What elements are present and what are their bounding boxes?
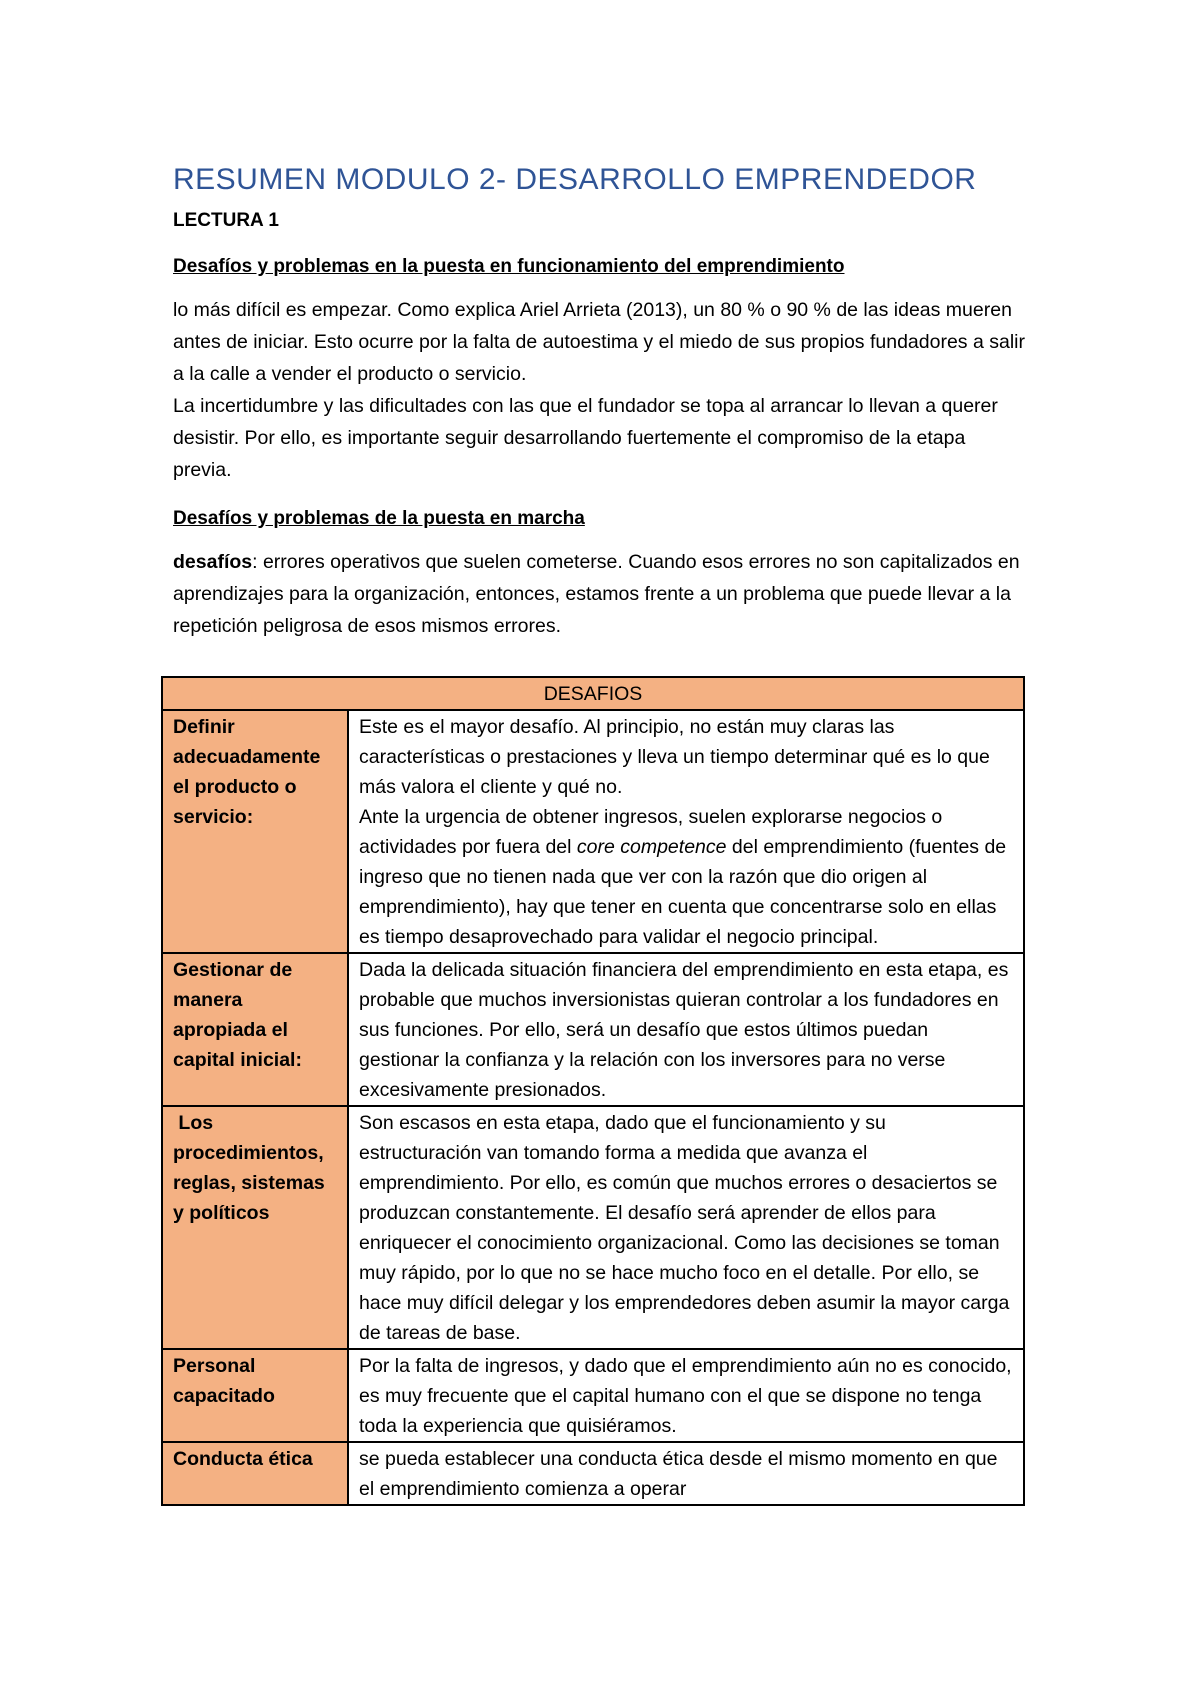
row-text [348, 710, 1024, 953]
section1-paragraph-1: lo más difícil es empezar. Como explica Ariel Arrieta (2013), un 80 % o 90 % de las ideas mueren antes de iniciar. Esto ocurre por la falta de autoestima y el miedo de sus propios fundadores a salir a la calle a vender el producto o servicio. [173, 299, 1025, 385]
table-row [162, 1106, 1024, 1349]
desafios-table [161, 676, 1025, 1506]
table-row [162, 1349, 1024, 1442]
section2-body [173, 546, 1025, 642]
document-page [173, 160, 1025, 642]
row-label: Gestionar de manera apropiada el capital inicial: [162, 953, 348, 1106]
row-text: Dada la delicada situación financiera del emprendimiento en esta etapa, es probable que muchos inversionistas quieran controlar a los fundadores en sus funciones. Por ello, será un desafío que estos últimos puedan gestionar la confianza y la relación con los inversores para no verse excesivamente presionados. [348, 953, 1024, 1106]
table-row [162, 710, 1024, 953]
row-text-span: Ante la urgencia de obtener ingresos, suelen explorarse negocios o actividades por fuera del [359, 806, 943, 858]
core-competence-term: core competence [576, 836, 727, 858]
section2-paragraph [173, 546, 1025, 642]
section1-body [173, 294, 1025, 486]
row-text-span: del emprendimiento (fuentes de ingreso que no tienen nada que ver con la razón que dio origen al emprendimiento), hay que tener en cuenta que concentrarse solo en ellas es tiempo desaprovechado para validar el negocio principal. [359, 836, 1007, 948]
row-label: Conducta ética [162, 1442, 348, 1505]
row-label: Personal capacitado [162, 1349, 348, 1442]
row-text-part: Este es el mayor desafío. Al principio, no están muy claras las características o prestaciones y lleva un tiempo determinar qué es lo que más valora el cliente y qué no. [359, 716, 990, 798]
document-title: RESUMEN MODULO 2- DESARROLLO EMPRENDEDOR [173, 163, 977, 196]
table-row [162, 1442, 1024, 1505]
row-label: Los procedimientos, reglas, sistemas y políticos [162, 1106, 348, 1349]
section2-text: : errores operativos que suelen cometerse. Cuando esos errores no son capitalizados en aprendizajes para la organización, entonces, estamos frente a un problema que puede llevar a la repetición peligrosa de esos mismos errores. [173, 551, 1020, 637]
section1-paragraph-2: La incertidumbre y las dificultades con las que el fundador se topa al arrancar lo llevan a querer desistir. Por ello, es importante seguir desarrollando fuertemente el compromiso de la etapa previa. [173, 395, 998, 481]
table-header-row [162, 677, 1024, 710]
row-text: Por la falta de ingresos, y dado que el emprendimiento aún no es conocido, es muy frecuente que el capital humano con el que se dispone no tenga toda la experiencia que quisiéramos. [348, 1349, 1024, 1442]
row-text-part [359, 802, 1013, 952]
table-row [162, 953, 1024, 1106]
lectura-label: LECTURA 1 [173, 210, 279, 231]
row-text: se pueda establecer una conducta ética desde el mismo momento en que el emprendimiento comienza a operar [348, 1442, 1024, 1505]
row-label: Definir adecuadamente el producto o servicio: [162, 710, 348, 953]
section2-heading: Desafíos y problemas de la puesta en marcha [173, 508, 585, 529]
row-text: Son escasos en esta etapa, dado que el funcionamiento y su estructuración van tomando forma a medida que avanza el emprendimiento. Por ello, es común que muchos errores o desaciertos se produzcan constantemente. El desafío será aprender de ellos para enriquecer el conocimiento organizacional. Como las decisiones se toman muy rápido, por lo que no se hace mucho foco en el detalle. Por ello, se hace muy difícil delegar y los emprendedores deben asumir la mayor carga de tareas de base. [348, 1106, 1024, 1349]
table-header: DESAFIOS [162, 677, 1024, 710]
section2-lead-term: desafíos [173, 551, 253, 573]
section1-heading: Desafíos y problemas en la puesta en funcionamiento del emprendimiento [173, 256, 845, 277]
